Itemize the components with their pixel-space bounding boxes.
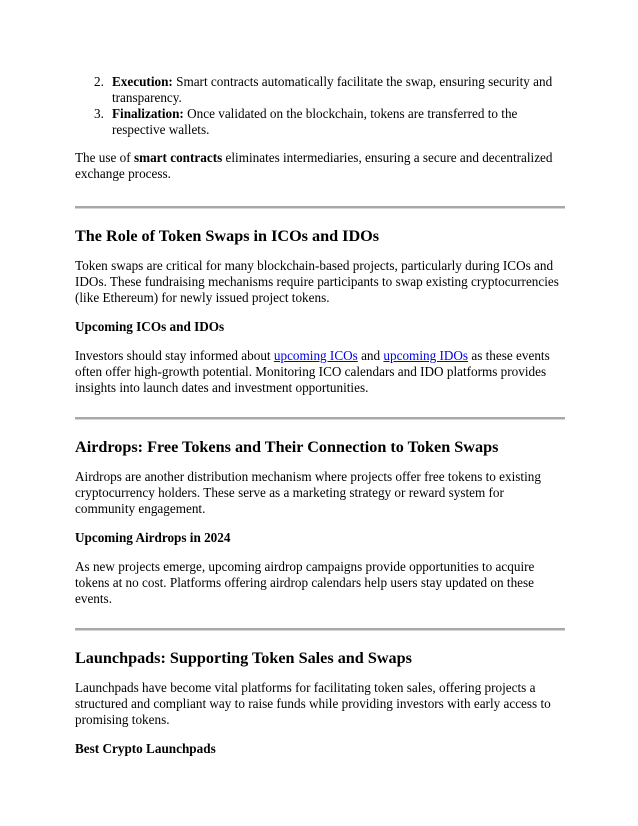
- intro-paragraph-emphasis: smart contracts: [133, 150, 223, 165]
- subheading-upcoming-airdrops: Upcoming Airdrops in 2024: [75, 530, 231, 545]
- list-item-number: 3.: [94, 106, 104, 121]
- intro-paragraph-end: eliminates intermediaries, ensuring a secure and decentralized exchange process.: [75, 150, 553, 181]
- section-divider: [75, 206, 565, 209]
- subheading-upcoming-icos: Upcoming ICOs and IDOs: [75, 319, 225, 334]
- list-item-term: Execution:: [112, 74, 173, 89]
- section-heading-icos: The Role of Token Swaps in ICOs and IDOs: [75, 227, 380, 245]
- document-page: [75, 74, 565, 757]
- list-item: [75, 106, 565, 138]
- section-divider: [75, 628, 565, 631]
- intro-paragraph: [75, 150, 565, 182]
- icos-paragraph: Token swaps are critical for many blockchain-based projects, particularly during ICOs and IDOs. These fundraising mechanisms require participants to swap existing cryptocurrencies (like Ethereum) for newly issued project tokens.: [75, 258, 559, 305]
- list-item: [75, 74, 565, 106]
- list-item-term: Finalization:: [112, 106, 184, 121]
- section-heading-airdrops: Airdrops: Free Tokens and Their Connection to Token Swaps: [75, 438, 499, 456]
- upcoming-icos-link[interactable]: upcoming ICOs: [273, 348, 358, 363]
- list-item-text: Smart contracts automatically facilitate the swap, ensuring security and transparency.: [112, 74, 553, 105]
- process-steps-list: [75, 74, 565, 138]
- list-item-number: 2.: [94, 74, 104, 89]
- section-heading-launchpads: Launchpads: Supporting Token Sales and Swaps: [75, 649, 412, 667]
- section-divider: [75, 417, 565, 420]
- subheading-best-launchpads: Best Crypto Launchpads: [75, 741, 216, 756]
- icos-sub-paragraph: [75, 348, 565, 396]
- launchpads-paragraph: Launchpads have become vital platforms for facilitating token sales, offering projects a structured and compliant way to raise funds while providing investors with early access to promising tokens.: [75, 680, 551, 727]
- icos-sub-paragraph-middle: and: [357, 348, 384, 363]
- upcoming-idos-link[interactable]: upcoming IDOs: [383, 348, 469, 363]
- airdrops-sub-paragraph: As new projects emerge, upcoming airdrop campaigns provide opportunities to acquire tokens at no cost. Platforms offering airdrop calendars help users stay updated on these events.: [75, 559, 535, 606]
- airdrops-paragraph: Airdrops are another distribution mechanism where projects offer free tokens to existing cryptocurrency holders. These serve as a marketing strategy or reward system for community engagement.: [75, 469, 541, 516]
- intro-paragraph-start: The use of: [75, 150, 134, 165]
- icos-sub-paragraph-start: Investors should stay informed about: [75, 348, 274, 363]
- list-item-text: Once validated on the blockchain, tokens are transferred to the respective wallets.: [112, 106, 518, 137]
- icos-sub-paragraph-end: as these events often offer high-growth potential. Monitoring ICO calendars and IDO platforms provides insights into launch dates and investment opportunities.: [75, 348, 550, 395]
